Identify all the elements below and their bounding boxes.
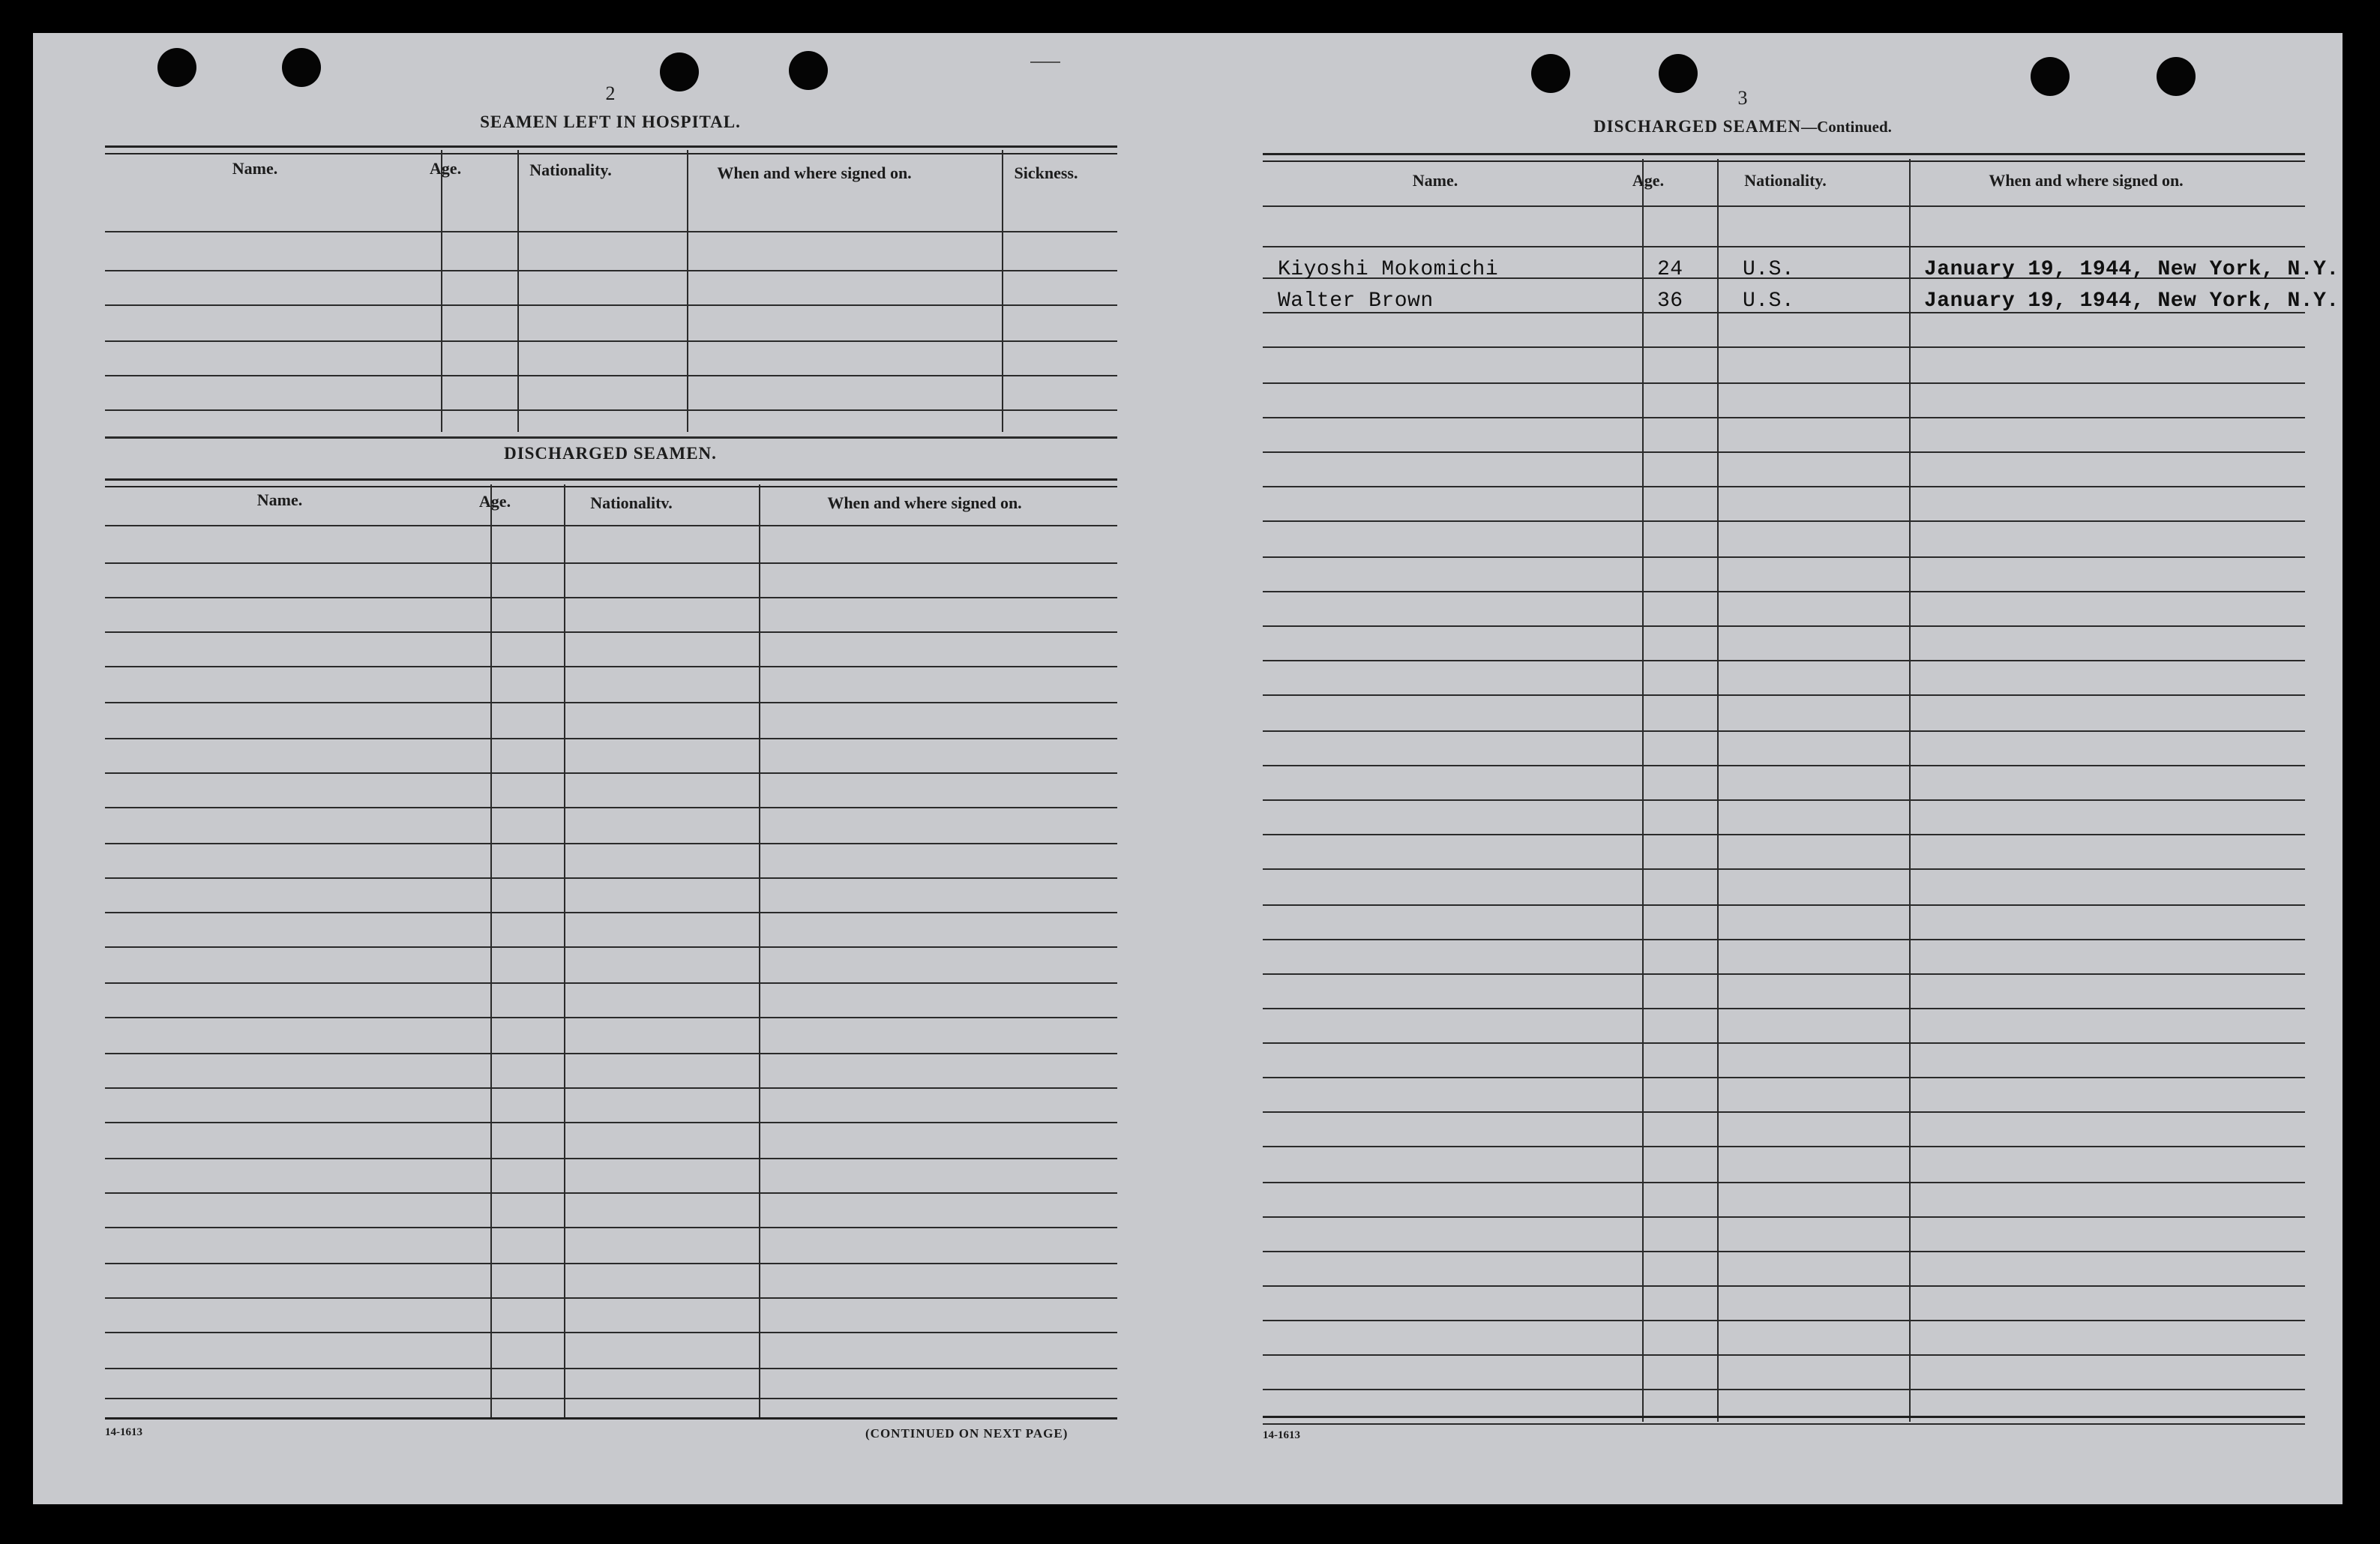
col-age: Age. bbox=[429, 159, 462, 178]
row-age: 24 bbox=[1657, 258, 1683, 281]
discharged-table-right bbox=[1263, 153, 2340, 1458]
form-number-left: 14-1613 bbox=[105, 1426, 142, 1438]
col-signed-on: When and where signed on. bbox=[1989, 171, 2184, 190]
col-nationality: Nationalitv. bbox=[590, 493, 673, 512]
punch-hole bbox=[157, 48, 196, 87]
discharged-table-left bbox=[105, 478, 1117, 1453]
col-nationality: Nationality. bbox=[529, 160, 612, 179]
continued-note: (CONTINUED ON NEXT PAGE) bbox=[865, 1426, 1069, 1441]
discharged-heading-right bbox=[1555, 117, 1930, 136]
row-nationality: U.S. bbox=[1743, 258, 1795, 281]
heading-text: DISCHARGED SEAMEN bbox=[1593, 117, 1802, 136]
punch-hole bbox=[282, 48, 321, 87]
punch-hole bbox=[1659, 54, 1698, 93]
row-name: Kiyoshi Mokomichi bbox=[1278, 258, 1499, 281]
punch-hole bbox=[660, 52, 699, 91]
heading-suffix: —Continued. bbox=[1801, 118, 1892, 136]
row-name: Walter Brown bbox=[1278, 289, 1434, 313]
page-number-left: 2 bbox=[605, 82, 616, 104]
row-age: 36 bbox=[1657, 289, 1683, 313]
col-name: Name. bbox=[232, 159, 278, 178]
row-signed-on: January 19, 1944, New York, N.Y. bbox=[1924, 258, 2340, 281]
punch-hole bbox=[789, 51, 828, 90]
discharged-heading-left: DISCHARGED SEAMEN. bbox=[504, 444, 717, 463]
stray-mark bbox=[1030, 61, 1060, 63]
form-number-right: 14-1613 bbox=[1263, 1429, 1300, 1441]
col-signed-on: When and where signed on. bbox=[717, 163, 912, 182]
punch-hole bbox=[2031, 57, 2070, 96]
col-signed-on: When and where signed on. bbox=[827, 493, 1022, 512]
row-nationality: U.S. bbox=[1743, 289, 1795, 313]
row-signed-on: January 19, 1944, New York, N.Y. bbox=[1924, 289, 2340, 313]
punch-hole bbox=[2157, 57, 2196, 96]
page-number-right: 3 bbox=[1737, 87, 1748, 109]
document-sheet bbox=[33, 33, 2343, 1504]
col-nationality: Nationality. bbox=[1744, 171, 1827, 190]
punch-hole bbox=[1531, 54, 1570, 93]
hospital-table bbox=[105, 145, 1117, 469]
hospital-heading: SEAMEN LEFT IN HOSPITAL. bbox=[480, 112, 741, 131]
col-age: Age. bbox=[1632, 171, 1665, 190]
col-name: Name. bbox=[1412, 171, 1458, 190]
col-age: Age. bbox=[478, 492, 511, 511]
col-name: Name. bbox=[256, 490, 303, 509]
col-sickness: Sickness. bbox=[1014, 163, 1078, 182]
